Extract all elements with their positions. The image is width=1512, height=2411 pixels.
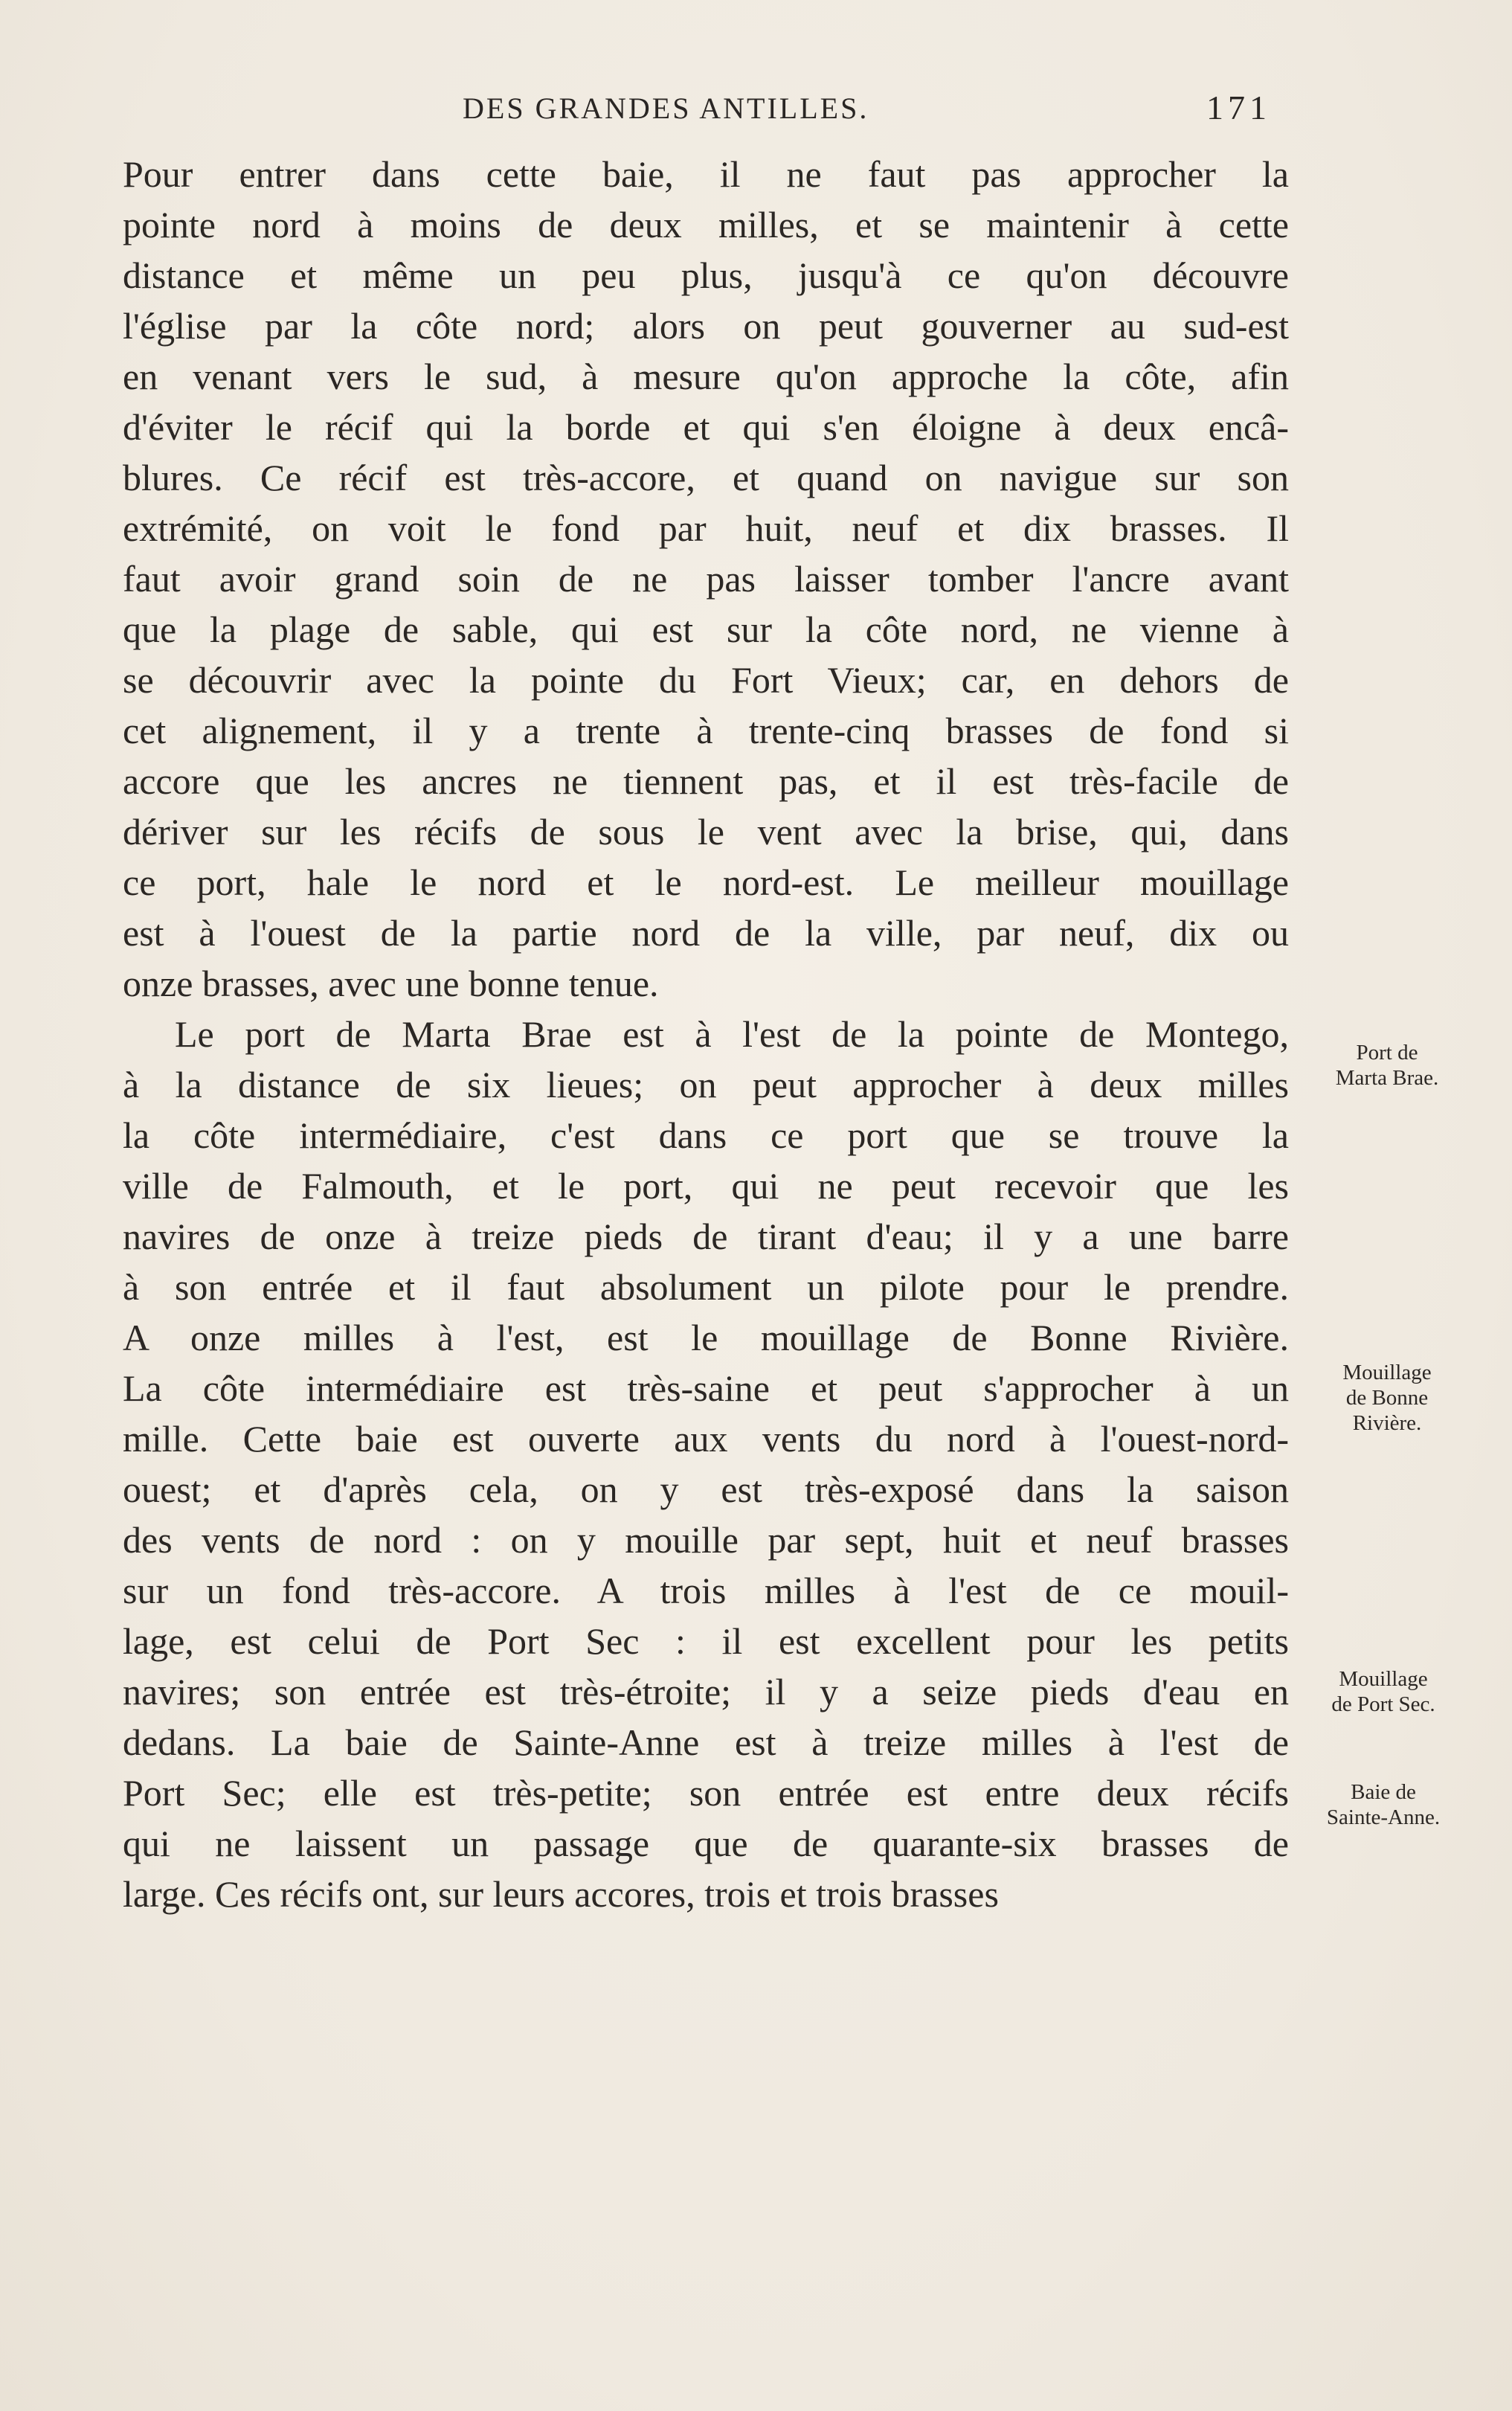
margin-note-line: Mouillage: [1339, 1667, 1428, 1691]
text-line: pointe nord à moins de deux milles, et se maintenir à cette: [123, 204, 1289, 245]
margin-note-port-sec: [1294, 1666, 1473, 1717]
text-line: qui ne laissent un passage que de quarante-six brasses de: [123, 1823, 1289, 1864]
text-line: dériver sur les récifs de sous le vent avec la brise, qui, dans: [123, 811, 1289, 853]
text-line: Le port de Marta Brae est à l'est de la pointe de Montego,: [175, 1013, 1289, 1055]
text-line: La côte intermédiaire est très-saine et peut s'approcher à un: [123, 1367, 1289, 1409]
margin-note-line: de Bonne: [1345, 1386, 1429, 1410]
text-line: extrémité, on voit le fond par huit, neuf et dix brasses. Il: [123, 507, 1289, 549]
text-line: lage, est celui de Port Sec : il est excellent pour les petits: [123, 1620, 1289, 1662]
text-line: A onze milles à l'est, est le mouillage de Bonne Rivière.: [123, 1317, 1289, 1358]
text-line: à son entrée et il faut absolument un pilote pour le prendre.: [123, 1266, 1289, 1308]
text-line: en venant vers le sud, à mesure qu'on approche la côte, afin: [123, 356, 1289, 397]
text-line: ville de Falmouth, et le port, qui ne peut recevoir que les: [123, 1165, 1289, 1207]
margin-note-line: Mouillage: [1342, 1361, 1432, 1384]
text-line: l'église par la côte nord; alors on peut gouverner au sud-est: [123, 305, 1289, 347]
text-line: sur un fond très-accore. A trois milles à l'est de ce mouil-: [123, 1570, 1289, 1611]
margin-note-line: Baie de: [1351, 1780, 1416, 1804]
text-line: d'éviter le récif qui la borde et qui s'en éloigne à deux encâ-: [123, 406, 1289, 448]
margin-note-line: Marta Brae.: [1335, 1066, 1439, 1090]
text-line: est à l'ouest de la partie nord de la ville, par neuf, dix ou: [123, 912, 1289, 954]
margin-note-marta-brae: [1309, 1040, 1465, 1091]
text-line: que la plage de sable, qui est sur la côte nord, ne vienne à: [123, 609, 1289, 650]
text-line: à la distance de six lieues; on peut approcher à deux milles: [123, 1064, 1289, 1105]
text-line: la côte intermédiaire, c'est dans ce port que se trouve la: [123, 1114, 1289, 1156]
page-number: 171: [1206, 89, 1271, 126]
margin-note-sainte-anne: [1294, 1779, 1473, 1830]
text-line: navires de onze à treize pieds de tirant d'eau; il y a une barre: [123, 1216, 1289, 1257]
text-line: faut avoir grand soin de ne pas laisser tomber l'ancre avant: [123, 558, 1289, 600]
margin-note-line: de Port Sec.: [1331, 1692, 1435, 1716]
text-line: des vents de nord : on y mouille par sept, huit et neuf brasses: [123, 1519, 1289, 1561]
text-line: accore que les ancres ne tiennent pas, et il est très-facile de: [123, 760, 1289, 802]
text-line: se découvrir avec la pointe du Fort Vieux; car, en dehors de: [123, 659, 1289, 701]
text-line: dedans. La baie de Sainte-Anne est à treize milles à l'est de: [123, 1721, 1289, 1763]
margin-note-line: Port de: [1356, 1041, 1418, 1065]
text-line: cet alignement, il y a trente à trente-cinq brasses de fond si: [123, 710, 1289, 751]
text-line: ouest; et d'après cela, on y est très-exposé dans la saison: [123, 1468, 1289, 1510]
text-line: mille. Cette baie est ouverte aux vents du nord à l'ouest-nord-: [123, 1418, 1289, 1460]
text-line: Pour entrer dans cette baie, il ne faut pas approcher la: [123, 153, 1289, 195]
text-line: Port Sec; elle est très-petite; son entrée est entre deux récifs: [123, 1772, 1289, 1814]
text-line: ce port, hale le nord et le nord-est. Le meilleur mouillage: [123, 861, 1289, 903]
text-line: blures. Ce récif est très-accore, et quand on navigue sur son: [123, 457, 1289, 498]
running-title: DES GRANDES ANTILLES.: [463, 92, 869, 125]
margin-note-bonne-riviere: [1313, 1360, 1461, 1436]
text-line: large. Ces récifs ont, sur leurs accores, trois et trois brasses: [123, 1873, 999, 1915]
margin-note-line: Rivière.: [1352, 1411, 1422, 1435]
margin-note-line: Sainte-Anne.: [1326, 1805, 1441, 1829]
text-line: distance et même un peu plus, jusqu'à ce qu'on découvre: [123, 254, 1289, 296]
text-line: navires; son entrée est très-étroite; il y a seize pieds d'eau en: [123, 1671, 1289, 1712]
text-line: onze brasses, avec une bonne tenue.: [123, 963, 659, 1004]
